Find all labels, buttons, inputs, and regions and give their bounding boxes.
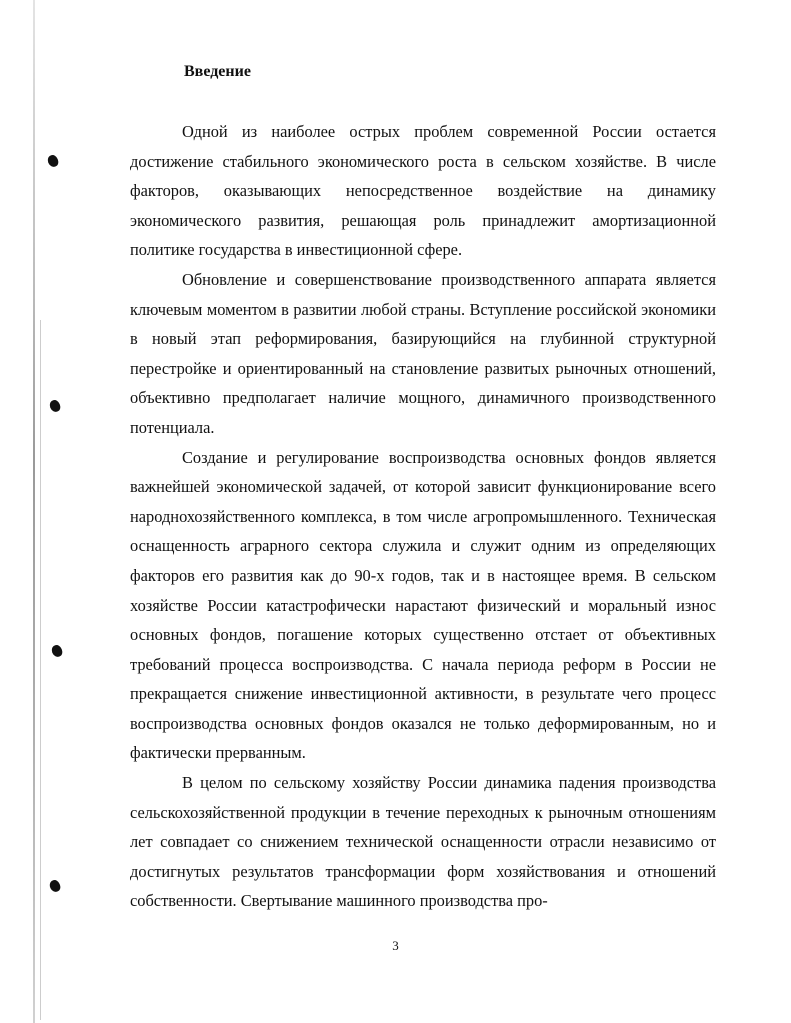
binding-edge-inner — [40, 320, 41, 1020]
binding-edge — [33, 0, 35, 1023]
page-number: 3 — [392, 938, 399, 953]
body-text — [130, 117, 716, 916]
paragraph: Одной из наиболее острых проблем современной России остается достижение стабильного экономического роста в сельском хозяйстве. В числе факторов, оказывающих непосредственное воздействие на динамику экономического развития, решающая роль принадлежит амортизационной политике государства в инвестиционной сфере. — [130, 122, 716, 260]
punch-hole-mark — [48, 399, 62, 414]
punch-hole-mark — [50, 644, 64, 659]
paragraph: Создание и регулирование воспроизводства основных фондов является важнейшей экономической задачей, от которой зависит функционирование всего народнохозяйственного комплекса, в том числе агропромышленного. Техническая оснащенность аграрного сектора служила и служит одним из определяющих факторов его развития как до 90-х годов, так и в настоящее время. В сельском хозяйстве России катастрофически нарастают физический и моральный износ основных фондов, погашение которых существенно отстает от объективных требований процесса воспроизводства. С начала периода реформ в России не прекращается снижение инвестиционной активности, в результате чего процесс воспроизводства основных фондов оказался не только деформированным, но и фактически прерванным. — [130, 447, 716, 763]
section-heading: Введение — [184, 63, 251, 80]
punch-hole-mark — [48, 879, 62, 894]
punch-hole-mark — [46, 154, 60, 169]
paragraph: Обновление и совершенствование производственного аппарата является ключевым моментом в развитии любой страны. Вступление российской экономики в новый этап реформирования, базирующийся на глубинной структурной перестройке и ориентированный на становление развитых рыночных отношений, объективно предполагает наличие мощного, динамичного производственного потенциала. — [130, 269, 716, 437]
paragraph: В целом по сельскому хозяйству России динамика падения производства сельскохозяйственной продукции в течение переходных к рыночным отношениям лет совпадает со снижением технической оснащенности отрасли независимо от достигнутых результатов трансформации форм хозяйствования и отношений собственности. Свертывание машинного производства про- — [130, 773, 716, 911]
